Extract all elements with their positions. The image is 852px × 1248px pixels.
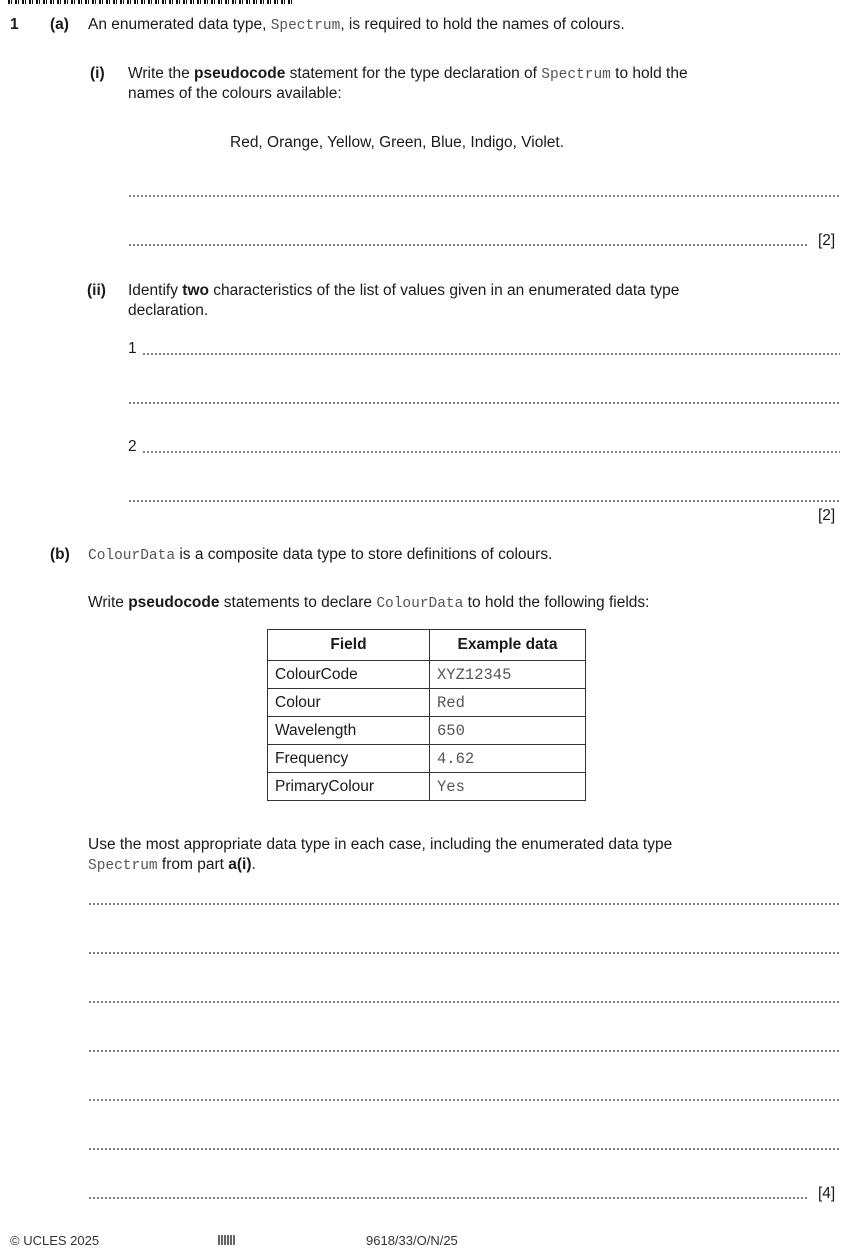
colours-list: Red, Orange, Yellow, Green, Blue, Indigo, Violet. bbox=[230, 134, 565, 151]
answer-line[interactable] bbox=[128, 195, 840, 197]
field-name: Colour bbox=[268, 689, 430, 717]
example-value: XYZ12345 bbox=[430, 661, 586, 689]
fields-table bbox=[267, 629, 586, 801]
answer-line[interactable] bbox=[128, 244, 808, 246]
answer-line[interactable] bbox=[88, 1050, 840, 1052]
use-line1: Use the most appropriate data type in each case, including the enumerated data type bbox=[88, 836, 673, 853]
sub-i-label: (i) bbox=[90, 65, 105, 82]
top-barcode bbox=[8, 0, 292, 4]
item-number-2: 2 bbox=[128, 438, 137, 455]
answer-line[interactable] bbox=[88, 1099, 840, 1101]
example-value: Yes bbox=[430, 773, 586, 801]
sub-ii-line1: Identify two characteristics of the list of values given in an enumerated data type bbox=[128, 282, 680, 299]
answer-line[interactable] bbox=[88, 1197, 808, 1199]
sub-i-line1: Write the pseudocode statement for the type declaration of Spectrum to hold the bbox=[128, 65, 688, 83]
part-b-label: (b) bbox=[50, 546, 70, 563]
field-name: PrimaryColour bbox=[268, 773, 430, 801]
answer-line[interactable] bbox=[142, 353, 840, 355]
table-row bbox=[268, 745, 586, 773]
field-name: Frequency bbox=[268, 745, 430, 773]
answer-line[interactable] bbox=[128, 402, 840, 404]
field-name: Wavelength bbox=[268, 717, 430, 745]
use-line2: Spectrum from part a(i). bbox=[88, 856, 256, 874]
example-value: 4.62 bbox=[430, 745, 586, 773]
answer-line[interactable] bbox=[88, 952, 840, 954]
sub-ii-line2: declaration. bbox=[128, 302, 209, 319]
table-row bbox=[268, 717, 586, 745]
part-a-label: (a) bbox=[50, 16, 69, 33]
answer-line[interactable] bbox=[142, 451, 840, 453]
sub-i-line2: names of the colours available: bbox=[128, 85, 342, 102]
marks-b: [4] bbox=[818, 1185, 836, 1202]
part-a-text: An enumerated data type, Spectrum, is required to hold the names of colours. bbox=[88, 16, 625, 34]
marks-a-i: [2] bbox=[818, 232, 836, 249]
table-row bbox=[268, 689, 586, 717]
part-b-instruction: Write pseudocode statements to declare ColourData to hold the following fields: bbox=[88, 594, 650, 612]
part-b-text: ColourData is a composite data type to store definitions of colours. bbox=[88, 546, 553, 564]
answer-line[interactable] bbox=[128, 500, 840, 502]
footer-copyright: © UCLES 2025 bbox=[10, 1233, 100, 1248]
item-number-1: 1 bbox=[128, 340, 137, 357]
header-example-data: Example data bbox=[430, 630, 586, 661]
field-name: ColourCode bbox=[268, 661, 430, 689]
question-number: 1 bbox=[10, 16, 19, 33]
marks-a-ii: [2] bbox=[818, 507, 836, 524]
answer-line[interactable] bbox=[88, 1148, 840, 1150]
table-row bbox=[268, 773, 586, 801]
footer-paper-code: 9618/33/O/N/25 bbox=[366, 1233, 458, 1248]
table-header-row bbox=[268, 630, 586, 661]
example-value: Red bbox=[430, 689, 586, 717]
table-row bbox=[268, 661, 586, 689]
example-value: 650 bbox=[430, 717, 586, 745]
answer-line[interactable] bbox=[88, 903, 840, 905]
answer-line[interactable] bbox=[88, 1001, 840, 1003]
qr-code-icon bbox=[218, 1235, 236, 1245]
header-field: Field bbox=[268, 630, 430, 661]
sub-ii-label: (ii) bbox=[87, 282, 106, 299]
